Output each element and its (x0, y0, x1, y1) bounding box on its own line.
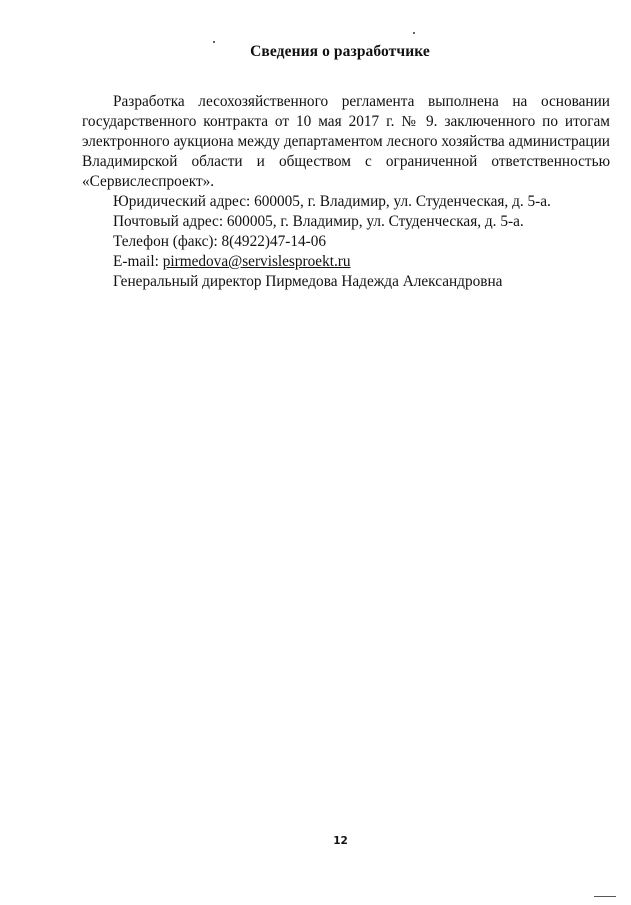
email-label: E-mail: (113, 253, 163, 270)
email-link[interactable]: pirmedova@servislesproekt.ru (162, 253, 351, 270)
phone-fax: Телефон (факс): 8(4922)47-14-06 (113, 233, 327, 250)
main-paragraph: Разработка лесохозяйственного регламента выполнена на основании государственного контракта от 10 мая 2017 г. № 9. заключенного по итогам электронного аукциона между департаментом лесного хозяйства администрации Владимирской области и обществом с ограниченной ответственностью «Сервислеспроект». (82, 93, 610, 190)
legal-address: Юридический адрес: 600005, г. Владимир, ул. Студенческая, д. 5-а. (113, 193, 551, 210)
document-title: Сведения о разработчике (250, 43, 430, 60)
document-body (82, 92, 610, 292)
scan-speck (413, 32, 415, 34)
postal-address: Почтовый адрес: 600005, г. Владимир, ул. Студенческая, д. 5-а. (113, 213, 524, 230)
scan-corner-mark (594, 896, 616, 897)
email-line (82, 252, 610, 272)
page-number: 12 (333, 835, 348, 847)
director-line: Генеральный директор Пирмедова Надежда Александровна (113, 273, 503, 290)
